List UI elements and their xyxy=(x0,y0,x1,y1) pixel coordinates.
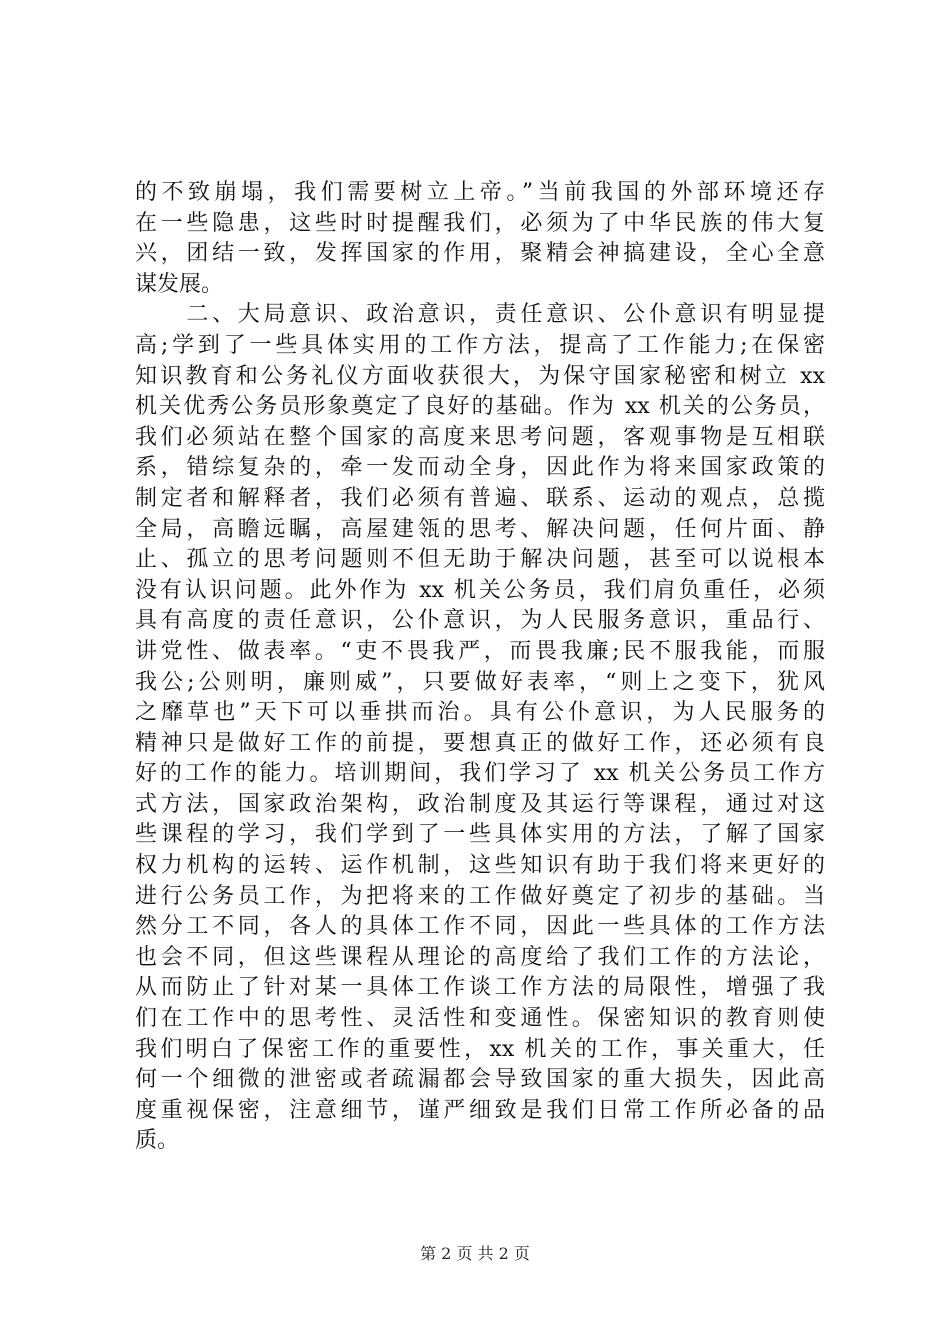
text-line: 度重视保密，注意细节，谨严细致是我们日常工作所必备的品 xyxy=(135,1097,825,1123)
body-text xyxy=(135,178,825,1157)
text-line: 制定者和解释者，我们必须有普遍、联系、运动的观点，总揽 xyxy=(135,485,825,511)
text-line: 从而防止了针对某一具体工作谈工作方法的局限性，增强了我 xyxy=(135,975,825,1001)
text-line: 知识教育和公务礼仪方面收获很大，为保守国家秘密和树立 xx xyxy=(135,363,825,389)
text-line: 没有认识问题。此外作为 xx 机关公务员，我们肩负重任，必须 xyxy=(135,577,825,603)
text-line: 我们必须站在整个国家的高度来思考问题，客观事物是互相联 xyxy=(135,424,825,450)
text-line: 谋发展。 xyxy=(135,271,224,297)
text-line: 的不致崩塌，我们需要树立上帝。”当前我国的外部环境还存 xyxy=(135,180,825,205)
text-line: 全局，高瞻远瞩，高屋建瓴的思考、解决问题，任何片面、静 xyxy=(135,516,825,542)
text-line: 然分工不同，各人的具体工作不同，因此一些具体的工作方法 xyxy=(135,914,825,940)
text-line: 具有高度的责任意识，公仆意识，为人民服务意识，重品行、 xyxy=(135,608,825,634)
text-line: 进行公务员工作，为把将来的工作做好奠定了初步的基础。当 xyxy=(135,883,825,909)
text-line: 我们明白了保密工作的重要性，xx 机关的工作，事关重大，任 xyxy=(135,1036,825,1062)
text-line: 之靡草也”天下可以垂拱而治。具有公仆意识，为人民服务的 xyxy=(135,700,825,726)
text-line: 兴，团结一致，发挥国家的作用，聚精会神搞建设，全心全意 xyxy=(135,241,825,267)
page-footer: 第 2 页 共 2 页 xyxy=(420,1244,530,1263)
text-line: 式方法，国家政治架构，政治制度及其运行等课程，通过对这 xyxy=(135,791,825,817)
text-line: 高;学到了一些具体实用的工作方法，提高了工作能力;在保密 xyxy=(135,332,825,358)
text-line: 何一个细微的泄密或者疏漏都会导致国家的重大损失，因此高 xyxy=(135,1067,825,1093)
text-line: 在一些隐患，这些时时提醒我们，必须为了中华民族的伟大复 xyxy=(135,210,825,236)
text-line: 精神只是做好工作的前提，要想真正的做好工作，还必须有良 xyxy=(135,730,825,756)
text-line: 好的工作的能力。培训期间，我们学习了 xx 机关公务员工作方 xyxy=(135,761,825,787)
text-line: 质。 xyxy=(135,1128,180,1154)
text-line: 二、大局意识、政治意识，责任意识、公仆意识有明显提 xyxy=(135,302,825,328)
text-line: 系，错综复杂的，牵一发而动全身，因此作为将来国家政策的 xyxy=(135,455,825,481)
text-line: 们在工作中的思考性、灵活性和变通性。保密知识的教育则使 xyxy=(135,1006,825,1032)
text-line: 机关优秀公务员形象奠定了良好的基础。作为 xx 机关的公务员， xyxy=(135,394,825,420)
text-line: 些课程的学习，我们学到了一些具体实用的方法，了解了国家 xyxy=(135,822,825,848)
text-line: 讲党性、做表率。“吏不畏我严，而畏我廉;民不服我能，而服 xyxy=(135,638,825,664)
text-line: 我公;公则明，廉则威”，只要做好表率，“则上之变下，犹风 xyxy=(135,669,825,695)
text-line: 也会不同，但这些课程从理论的高度给了我们工作的方法论， xyxy=(135,944,825,970)
text-line: 权力机构的运转、运作机制，这些知识有助于我们将来更好的 xyxy=(135,853,825,879)
text-line: 止、孤立的思考问题则不但无助于解决问题，甚至可以说根本 xyxy=(135,547,825,573)
